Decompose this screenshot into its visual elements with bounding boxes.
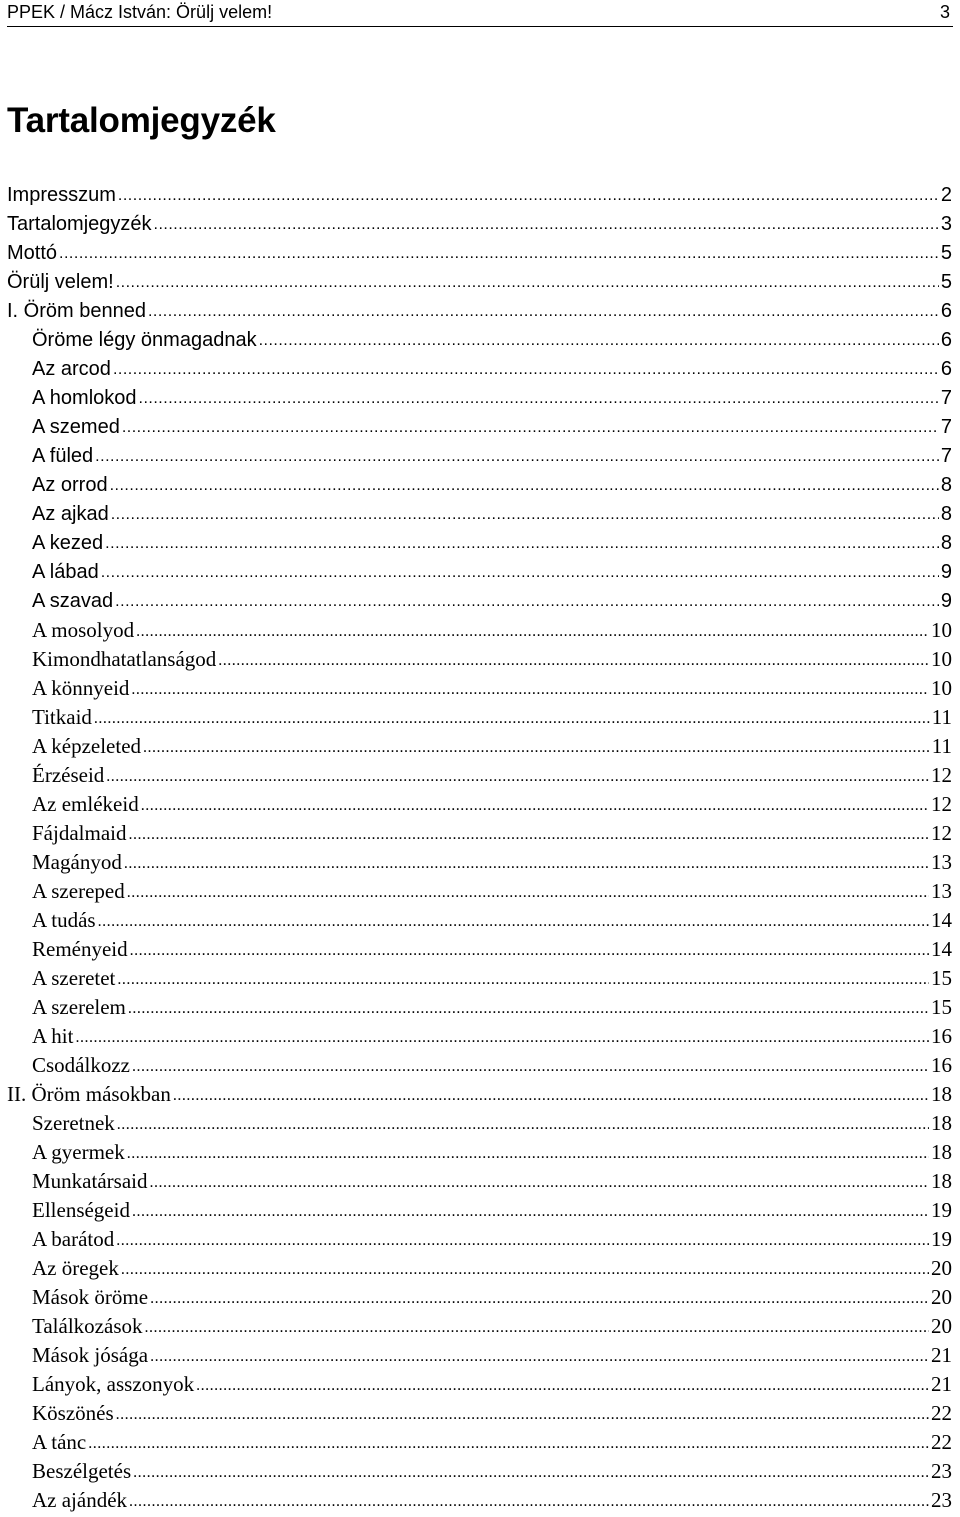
running-title: PPEK / Mácz István: Örülj velem!: [7, 2, 273, 22]
toc-entry[interactable]: [0, 1138, 960, 1167]
toc-entry-page-number: 23: [931, 1459, 952, 1483]
toc-dot-leader: [259, 326, 939, 355]
toc-entry-page-number: 3: [940, 213, 952, 235]
toc-entry-label: Kimondhatatlanságod: [32, 647, 217, 671]
toc-entry[interactable]: [0, 1428, 960, 1457]
toc-dot-leader: [117, 1110, 929, 1139]
toc-entry-label: A mosolyod: [32, 618, 135, 642]
toc-entry-label: Találkozások: [32, 1314, 143, 1338]
toc-entry-page-number: 21: [931, 1343, 952, 1367]
toc-entry-label: Az arcod: [32, 358, 111, 380]
toc-dot-leader: [141, 791, 929, 820]
toc-entry-label: Mások öröme: [32, 1285, 149, 1309]
toc-dot-leader: [132, 1052, 929, 1081]
toc-entry-page-number: 18: [931, 1082, 952, 1106]
toc-entry-label: A tánc: [32, 1430, 87, 1454]
toc-entry-label: Öröme légy önmagadnak: [32, 329, 257, 351]
toc-entry-page-number: 13: [931, 850, 952, 874]
toc-entry-page-number: 15: [931, 995, 952, 1019]
toc-dot-leader: [148, 297, 939, 326]
toc-entry[interactable]: [0, 645, 960, 674]
toc-dot-leader: [128, 820, 929, 849]
toc-entry-page-number: 18: [931, 1111, 952, 1135]
toc-entry-label: Az emlékeid: [32, 792, 139, 816]
toc-entry-label: A szavad: [32, 590, 114, 612]
page-number: 3: [939, 2, 950, 22]
toc-entry[interactable]: [0, 732, 960, 761]
toc-entry-label: A hit: [32, 1024, 74, 1048]
toc-dot-leader: [136, 617, 929, 646]
toc-entry-page-number: 18: [931, 1169, 952, 1193]
toc-entry-label: Érzéseid: [32, 763, 105, 787]
toc-entry[interactable]: [0, 1109, 960, 1138]
toc-entry-page-number: 14: [931, 937, 952, 961]
toc-entry[interactable]: [0, 239, 960, 268]
toc-entry-label: Titkaid: [32, 705, 92, 729]
toc-entry-page-number: 11: [931, 705, 952, 729]
toc-entry-label: A barátod: [32, 1227, 115, 1251]
toc-entry[interactable]: [0, 935, 960, 964]
toc-entry[interactable]: [0, 181, 960, 210]
toc-dot-leader: [122, 413, 939, 442]
toc-dot-leader: [110, 471, 939, 500]
page-title: Tartalomjegyzék: [7, 101, 276, 140]
toc-entry-page-number: 21: [931, 1372, 952, 1396]
toc-dot-leader: [127, 878, 929, 907]
toc-entry[interactable]: [0, 1341, 960, 1370]
toc-entry-page-number: 8: [940, 532, 952, 554]
toc-entry[interactable]: [0, 703, 960, 732]
toc-entry[interactable]: [0, 848, 960, 877]
toc-entry[interactable]: [0, 1080, 960, 1109]
toc-dot-leader: [132, 1197, 929, 1226]
toc-entry[interactable]: [0, 1196, 960, 1225]
toc-dot-leader: [127, 1139, 929, 1168]
toc-entry[interactable]: [0, 790, 960, 819]
toc-entry-label: Munkatársaid: [32, 1169, 148, 1193]
toc-entry-label: II. Öröm másokban: [7, 1082, 171, 1106]
toc-entry[interactable]: [0, 442, 960, 471]
toc-entry-label: A képzeleted: [32, 734, 142, 758]
toc-entry-label: Örülj velem!: [7, 271, 114, 293]
toc-dot-leader: [145, 1313, 930, 1342]
toc-entry-label: Tartalomjegyzék: [7, 213, 152, 235]
toc-entry-label: A szeretet: [32, 966, 116, 990]
toc-entry-page-number: 7: [940, 445, 952, 467]
toc-entry-label: Magányod: [32, 850, 122, 874]
toc-entry-page-number: 16: [931, 1024, 952, 1048]
toc-entry-label: Lányok, asszonyok: [32, 1372, 195, 1396]
toc-dot-leader: [94, 704, 930, 733]
toc-entry-page-number: 10: [931, 618, 952, 642]
toc-dot-leader: [196, 1371, 929, 1400]
toc-entry[interactable]: [0, 1167, 960, 1196]
toc-entry-page-number: 12: [931, 792, 952, 816]
toc-entry-page-number: 7: [940, 416, 952, 438]
toc-dot-leader: [218, 646, 929, 675]
toc-entry-page-number: 6: [940, 358, 952, 380]
toc-dot-leader: [111, 500, 939, 529]
toc-entry[interactable]: [0, 674, 960, 703]
toc-entry-page-number: 15: [931, 966, 952, 990]
toc-entry-label: A szemed: [32, 416, 120, 438]
toc-entry[interactable]: [0, 413, 960, 442]
toc-dot-leader: [121, 1255, 929, 1284]
toc-dot-leader: [101, 558, 939, 587]
toc-entry-page-number: 6: [940, 329, 952, 351]
toc-entry[interactable]: [0, 1254, 960, 1283]
toc-entry-label: Reményeid: [32, 937, 128, 961]
toc-entry[interactable]: [0, 529, 960, 558]
toc-dot-leader: [106, 762, 929, 791]
toc-dot-leader: [149, 1168, 929, 1197]
toc-entry[interactable]: [0, 1486, 960, 1515]
toc-entry-label: A szerelem: [32, 995, 126, 1019]
toc-entry[interactable]: [0, 761, 960, 790]
toc-entry[interactable]: [0, 384, 960, 413]
toc-dot-leader: [75, 1023, 929, 1052]
toc-dot-leader: [129, 1487, 929, 1516]
toc-entry-page-number: 6: [940, 300, 952, 322]
toc-dot-leader: [105, 529, 939, 558]
toc-entry-label: A szereped: [32, 879, 125, 903]
toc-entry[interactable]: [0, 297, 960, 326]
toc-entry-page-number: 18: [931, 1140, 952, 1164]
toc-dot-leader: [116, 268, 939, 297]
toc-dot-leader: [116, 1226, 929, 1255]
toc-dot-leader: [143, 733, 930, 762]
toc-dot-leader: [113, 355, 939, 384]
toc-entry-page-number: 5: [940, 242, 952, 264]
toc-entry-page-number: 20: [931, 1314, 952, 1338]
toc-dot-leader: [59, 239, 939, 268]
toc-entry[interactable]: [0, 587, 960, 616]
toc-entry-page-number: 8: [940, 503, 952, 525]
table-of-contents: [0, 181, 960, 1515]
toc-entry-page-number: 9: [940, 561, 952, 583]
toc-entry-label: Impresszum: [7, 184, 116, 206]
toc-entry[interactable]: [0, 500, 960, 529]
toc-dot-leader: [128, 994, 929, 1023]
toc-entry[interactable]: [0, 268, 960, 297]
toc-entry-label: Ellenségeid: [32, 1198, 130, 1222]
toc-entry-label: Csodálkozz: [32, 1053, 130, 1077]
toc-entry-page-number: 22: [931, 1430, 952, 1454]
toc-entry-page-number: 22: [931, 1401, 952, 1425]
toc-entry-label: I. Öröm benned: [7, 300, 146, 322]
toc-entry-label: A könnyeid: [32, 676, 130, 700]
toc-entry-page-number: 8: [940, 474, 952, 496]
toc-dot-leader: [131, 675, 929, 704]
toc-entry-label: Beszélgetés: [32, 1459, 132, 1483]
toc-entry-page-number: 20: [931, 1285, 952, 1309]
toc-dot-leader: [124, 849, 929, 878]
toc-entry[interactable]: [0, 819, 960, 848]
toc-dot-leader: [173, 1081, 929, 1110]
toc-entry-label: A füled: [32, 445, 94, 467]
toc-entry-label: A gyermek: [32, 1140, 125, 1164]
toc-entry-label: A kezed: [32, 532, 104, 554]
toc-entry-label: Fájdalmaid: [32, 821, 127, 845]
toc-entry-page-number: 19: [931, 1227, 952, 1251]
toc-entry-page-number: 20: [931, 1256, 952, 1280]
toc-entry-label: Mások jósága: [32, 1343, 149, 1367]
toc-entry[interactable]: [0, 471, 960, 500]
toc-entry[interactable]: [0, 1225, 960, 1254]
toc-dot-leader: [130, 936, 929, 965]
toc-entry[interactable]: [0, 1457, 960, 1486]
toc-entry-page-number: 9: [940, 590, 952, 612]
toc-entry[interactable]: [0, 964, 960, 993]
toc-entry-label: Köszönés: [32, 1401, 114, 1425]
toc-entry[interactable]: [0, 1022, 960, 1051]
toc-entry-page-number: 12: [931, 821, 952, 845]
toc-entry-label: Az orrod: [32, 474, 108, 496]
toc-dot-leader: [154, 210, 939, 239]
toc-entry-page-number: 11: [931, 734, 952, 758]
toc-entry[interactable]: [0, 1399, 960, 1428]
toc-entry-page-number: 10: [931, 647, 952, 671]
toc-dot-leader: [150, 1284, 929, 1313]
toc-entry-label: Szeretnek: [32, 1111, 115, 1135]
toc-entry[interactable]: [0, 355, 960, 384]
toc-entry[interactable]: [0, 558, 960, 587]
toc-entry-label: Mottó: [7, 242, 58, 264]
toc-entry-label: A tudás: [32, 908, 96, 932]
toc-entry[interactable]: [0, 1312, 960, 1341]
toc-dot-leader: [139, 384, 939, 413]
toc-entry-label: Az öregek: [32, 1256, 119, 1280]
toc-entry-page-number: 23: [931, 1488, 952, 1512]
toc-entry-label: A homlokod: [32, 387, 137, 409]
toc-entry-page-number: 19: [931, 1198, 952, 1222]
toc-dot-leader: [88, 1429, 929, 1458]
page-header: [7, 0, 953, 27]
toc-entry-page-number: 16: [931, 1053, 952, 1077]
toc-dot-leader: [117, 965, 929, 994]
toc-dot-leader: [98, 907, 929, 936]
toc-entry-page-number: 13: [931, 879, 952, 903]
toc-entry[interactable]: [0, 1283, 960, 1312]
toc-entry-label: A lábad: [32, 561, 99, 583]
toc-dot-leader: [118, 181, 939, 210]
toc-entry-page-number: 12: [931, 763, 952, 787]
toc-dot-leader: [95, 442, 939, 471]
toc-entry-label: Az ajándék: [32, 1488, 128, 1512]
toc-entry[interactable]: [0, 1051, 960, 1080]
toc-entry[interactable]: [0, 210, 960, 239]
toc-entry-page-number: 14: [931, 908, 952, 932]
toc-entry-page-number: 2: [940, 184, 952, 206]
toc-dot-leader: [150, 1342, 929, 1371]
toc-entry-page-number: 5: [940, 271, 952, 293]
toc-entry[interactable]: [0, 326, 960, 355]
toc-entry[interactable]: [0, 993, 960, 1022]
toc-entry-page-number: 10: [931, 676, 952, 700]
toc-entry-label: Az ajkad: [32, 503, 109, 525]
toc-entry[interactable]: [0, 906, 960, 935]
toc-entry[interactable]: [0, 1370, 960, 1399]
toc-dot-leader: [133, 1458, 929, 1487]
toc-entry-page-number: 7: [940, 387, 952, 409]
toc-dot-leader: [116, 1400, 929, 1429]
toc-entry[interactable]: [0, 877, 960, 906]
toc-entry[interactable]: [0, 616, 960, 645]
toc-dot-leader: [115, 587, 939, 616]
